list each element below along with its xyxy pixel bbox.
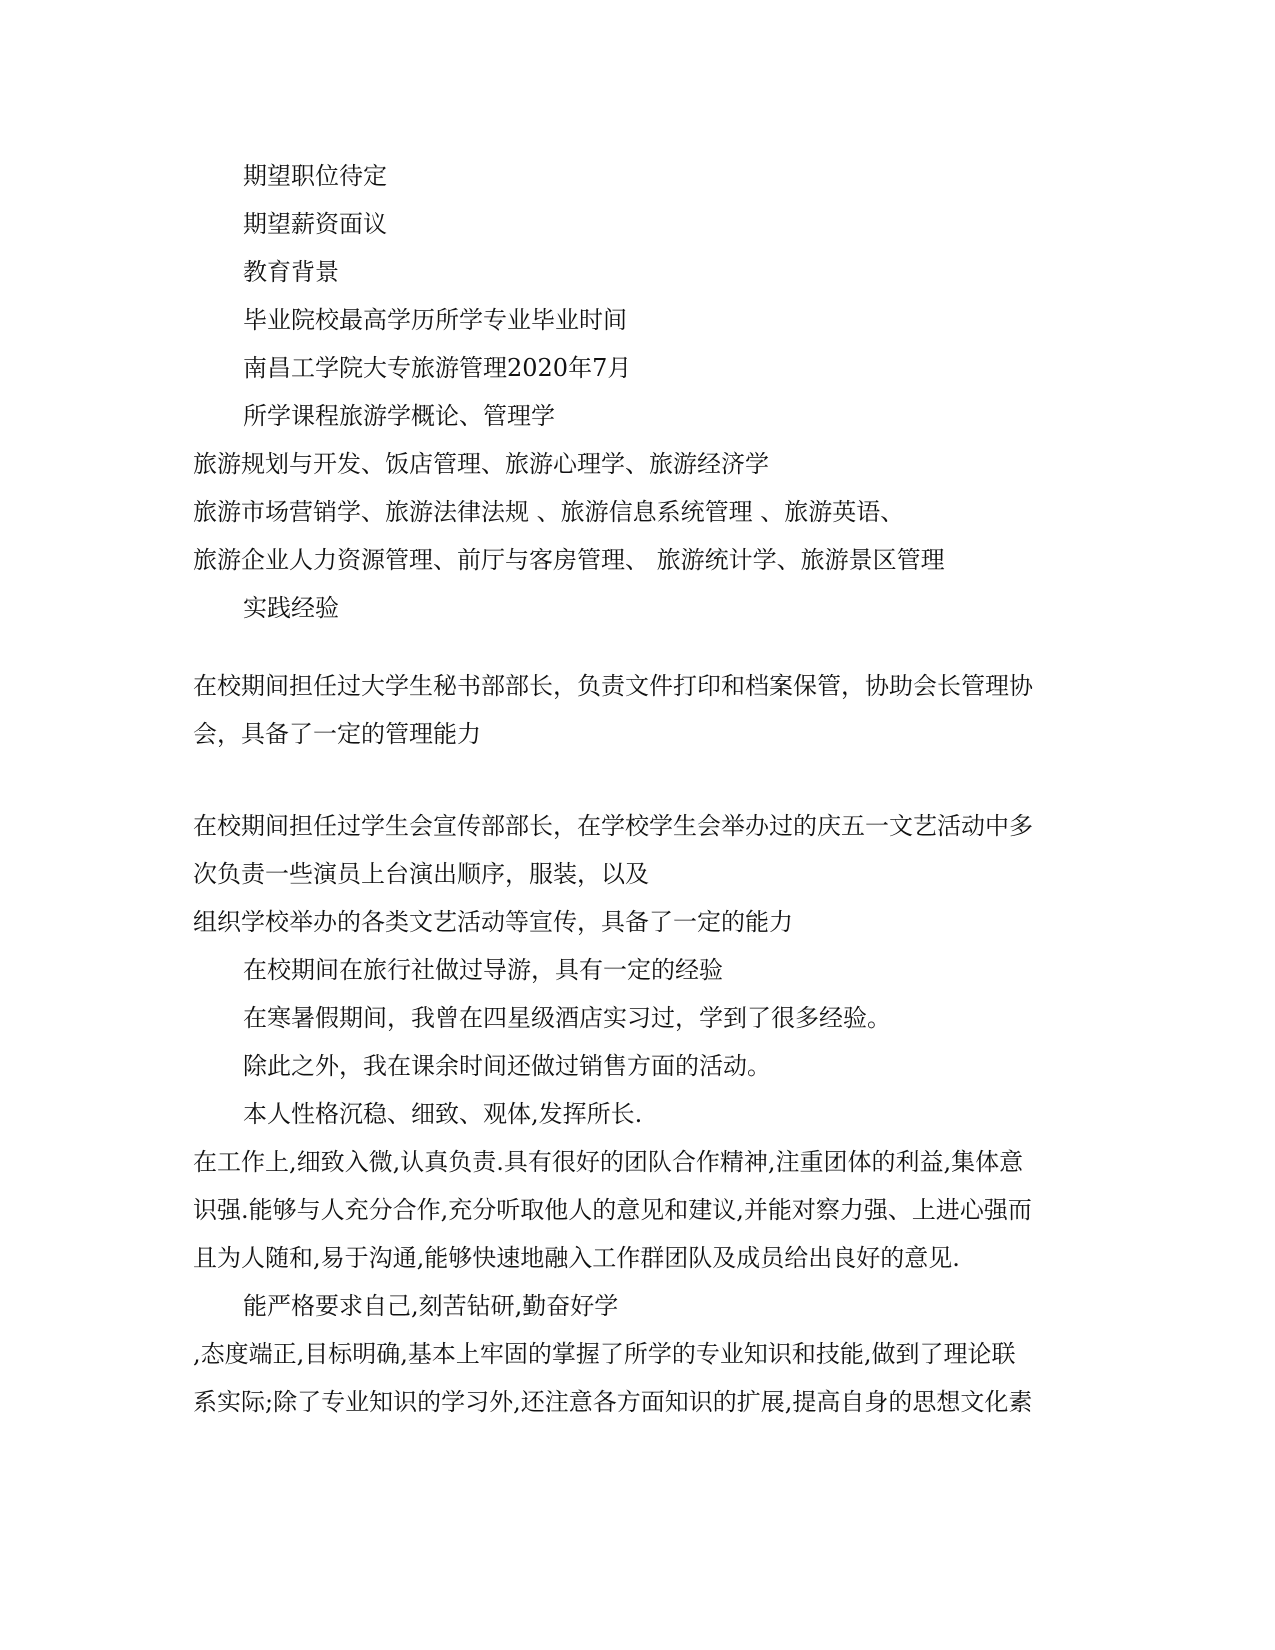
paragraph-line: 且为人随和,易于沟通,能够快速地融入工作群团队及成员给出良好的意见.	[193, 1244, 960, 1272]
section-heading-education: 教育背景	[243, 258, 339, 286]
paragraph-line: 在校期间在旅行社做过导游，具有一定的经验	[243, 956, 723, 984]
paragraph-line: 会，具备了一定的管理能力	[193, 720, 481, 748]
paragraph-line: 在校期间担任过学生会宣传部部长，在学校学生会举办过的庆五一文艺活动中多	[193, 812, 1033, 840]
text-line-courses-label: 所学课程旅游学概论、管理学	[243, 402, 555, 430]
paragraph-line: ,态度端正,目标明确,基本上牢固的掌握了所学的专业知识和技能,做到了理论联	[193, 1340, 1016, 1368]
paragraph-line: 识强.能够与人充分合作,充分听取他人的意见和建议,并能对察力强、上进心强而	[193, 1196, 1032, 1224]
paragraph-line: 能严格要求自己,刻苦钻研,勤奋好学	[243, 1292, 619, 1320]
text-line-education-record: 南昌工学院大专旅游管理2020年7月	[243, 354, 632, 382]
paragraph-line: 在寒暑假期间，我曾在四星级酒店实习过，学到了很多经验。	[243, 1004, 891, 1032]
text-line-education-headers: 毕业院校最高学历所学专业毕业时间	[243, 306, 627, 334]
paragraph-line: 次负责一些演员上台演出顺序，服装，以及	[193, 860, 649, 888]
text-line-expected-position: 期望职位待定	[243, 162, 387, 190]
paragraph-line: 在工作上,细致入微,认真负责.具有很好的团队合作精神,注重团体的利益,集体意	[193, 1148, 1024, 1176]
paragraph-line: 系实际;除了专业知识的学习外,还注意各方面知识的扩展,提高自身的思想文化素	[193, 1388, 1033, 1416]
paragraph-line: 本人性格沉稳、细致、观体,发挥所长.	[243, 1100, 643, 1128]
text-line-courses-1: 旅游规划与开发、饭店管理、旅游心理学、旅游经济学	[193, 450, 769, 478]
paragraph-line: 除此之外，我在课余时间还做过销售方面的活动。	[243, 1052, 771, 1080]
paragraph-line: 组织学校举办的各类文艺活动等宣传，具备了一定的能力	[193, 908, 793, 936]
text-line-courses-3: 旅游企业人力资源管理、前厅与客房管理、 旅游统计学、旅游景区管理	[193, 546, 945, 574]
section-heading-experience: 实践经验	[243, 594, 339, 622]
text-line-expected-salary: 期望薪资面议	[243, 210, 387, 238]
text-line-courses-2: 旅游市场营销学、旅游法律法规 、旅游信息系统管理 、旅游英语、	[193, 498, 905, 526]
paragraph-line: 在校期间担任过大学生秘书部部长，负责文件打印和档案保管，协助会长管理协	[193, 672, 1033, 700]
